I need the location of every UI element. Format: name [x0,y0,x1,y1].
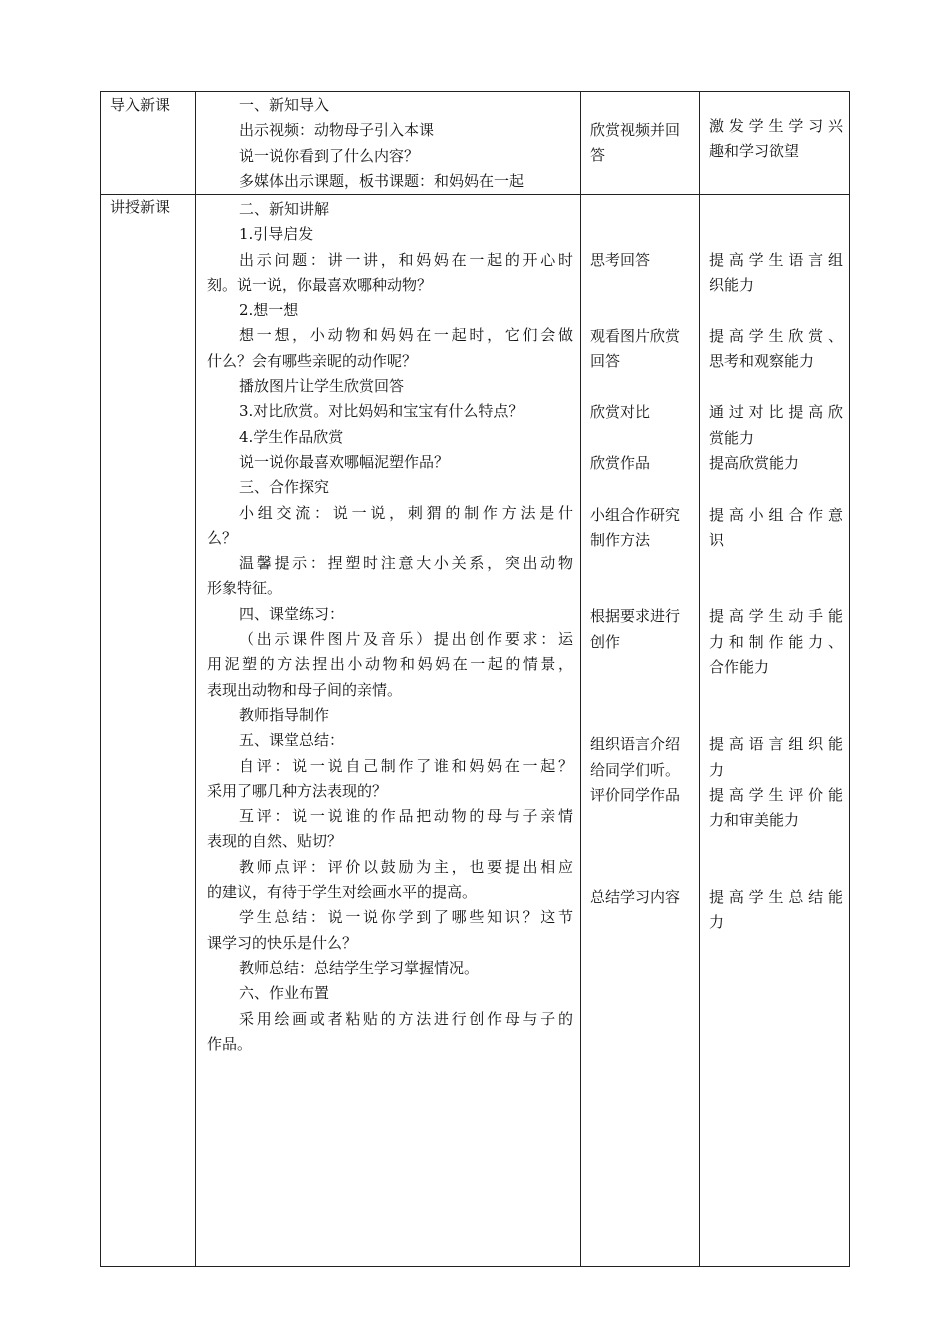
teacher-line: 1.引导启发 [239,225,314,244]
teacher-line: 互评：说一说谁的作品把动物的母与子亲情 [239,807,573,826]
student-line: 组织语言介绍 [590,735,681,753]
intent-line: 提高学生评价能 [709,786,843,804]
student-line: 根据要求进行 [590,607,681,625]
teacher-line: 教师点评：评价以鼓励为主，也要提出相应 [239,857,573,876]
intent-line: 思考和观察能力 [709,352,815,370]
teacher-line: 用泥塑的方法捏出小动物和妈妈在一起的情景， [207,655,573,674]
column-divider [580,92,581,1266]
teacher-line: 六、作业布置 [239,984,330,1003]
intent-line: 合作能力 [709,658,770,676]
teacher-line: 出示问题：讲一讲，和妈妈在一起的开心时 [239,250,573,269]
intent-line: 通过对比提高欣 [709,403,843,421]
teacher-line: 什么？会有哪些亲昵的动作呢？ [207,351,418,370]
teacher-line: 作品。 [207,1034,253,1053]
column-divider [699,92,700,1266]
student-line: 欣赏视频并回 [590,121,681,139]
teacher-line: 教师指导制作 [239,705,330,724]
student-line: 给同学们听。 [590,761,681,779]
student-line: 评价同学作品 [590,786,681,804]
teacher-line: 表现的自然、贴切？ [207,832,343,851]
student-line: 回答 [590,352,621,370]
teacher-line: 自评：说一说自己制作了谁和妈妈在一起？ [239,756,573,775]
intent-cell-intro [709,114,843,165]
intent-line: 激发学生学习兴 [709,117,843,135]
intent-line: 提高学生欣赏、 [709,327,843,345]
teacher-line: 采用了哪几种方法表现的？ [207,781,388,800]
intent-line: 力和制作能力、 [709,633,843,651]
teacher-line: 二、新知讲解 [239,200,330,218]
teacher-line: 采用绘画或者粘贴的方法进行创作母与子的 [239,1009,573,1028]
intent-line: 提高学生总结能 [709,888,843,906]
intent-line: 力 [709,913,725,931]
intent-line: 力 [709,761,725,779]
teacher-line: 学生总结：说一说你学到了哪些知识？这节 [239,908,573,927]
intent-line: 提高小组合作意 [709,506,843,524]
student-line: 制作方法 [590,531,651,549]
teacher-line: 3.对比欣赏。对比妈妈和宝宝有什么特点？ [239,402,524,421]
teacher-cell-teach [207,197,573,1057]
teacher-line: 温馨提示：捏塑时注意大小关系，突出动物 [239,554,573,573]
teacher-line: 小组交流：说一说，刺猬的制作方法是什 [239,503,573,522]
stage-label: 导入新课 [110,96,171,114]
intent-line: 力和审美能力 [709,811,800,829]
stage-label: 讲授新课 [110,198,171,216]
lesson-plan-table [100,91,850,1267]
intent-line: 织能力 [709,276,755,294]
teacher-line: 刻。说一说，你最喜欢哪种动物？ [207,275,433,294]
student-line: 答 [590,146,606,165]
teacher-line: 播放图片让学生欣赏回答 [239,377,405,396]
teacher-line: 形象特征。 [207,579,283,598]
student-line: 总结学习内容 [590,888,681,906]
intent-line: 识 [709,531,725,549]
teacher-cell-intro [207,93,573,194]
teacher-line: 表现出动物和母子间的亲情。 [207,680,403,699]
stage-cell-intro [110,93,170,118]
column-divider [195,92,196,1266]
student-cell-intro [590,118,692,169]
teacher-line: 三、合作探究 [239,478,330,497]
teacher-line: 一、新知导入 [239,96,330,114]
teacher-line: 出示视频：动物母子引入本课 [239,121,435,140]
student-line: 思考回答 [590,251,651,269]
student-line: 小组合作研究 [590,506,681,524]
student-line: 观看图片欣赏 [590,327,681,345]
intent-line: 提高语言组织能 [709,735,843,753]
teacher-line: 教师总结：总结学生学习掌握情况。 [239,958,480,977]
teacher-line: 4.学生作品欣赏 [239,427,344,446]
teacher-line: 五、课堂总结： [239,731,345,750]
intent-line: 提高学生语言组 [709,251,843,269]
student-line: 欣赏对比 [590,403,651,421]
teacher-line: 2.想一想 [239,301,299,320]
student-line: 创作 [590,633,621,651]
teacher-line: 说一说你看到了什么内容？ [239,146,420,165]
intent-line: 提高欣赏能力 [709,454,800,472]
student-line: 欣赏作品 [590,454,651,472]
teacher-line: 课学习的快乐是什么？ [207,933,358,952]
intent-line: 趣和学习欲望 [709,142,800,161]
intent-line: 提高学生动手能 [709,607,843,625]
teacher-line: 想一想，小动物和妈妈在一起时，它们会做 [239,326,573,345]
teacher-line: 的建议，有待于学生对绘画水平的提高。 [207,883,478,902]
teacher-line: （出示课件图片及音乐）提出创作要求：运 [239,630,573,649]
teacher-line: 么？ [207,528,238,547]
teacher-line: 说一说你最喜欢哪幅泥塑作品？ [239,452,450,471]
intent-line: 赏能力 [709,429,755,447]
stage-cell-teach [110,195,170,220]
teacher-line: 多媒体出示课题，板书课题：和妈妈在一起 [239,171,525,190]
teacher-line: 四、课堂练习： [239,604,345,623]
